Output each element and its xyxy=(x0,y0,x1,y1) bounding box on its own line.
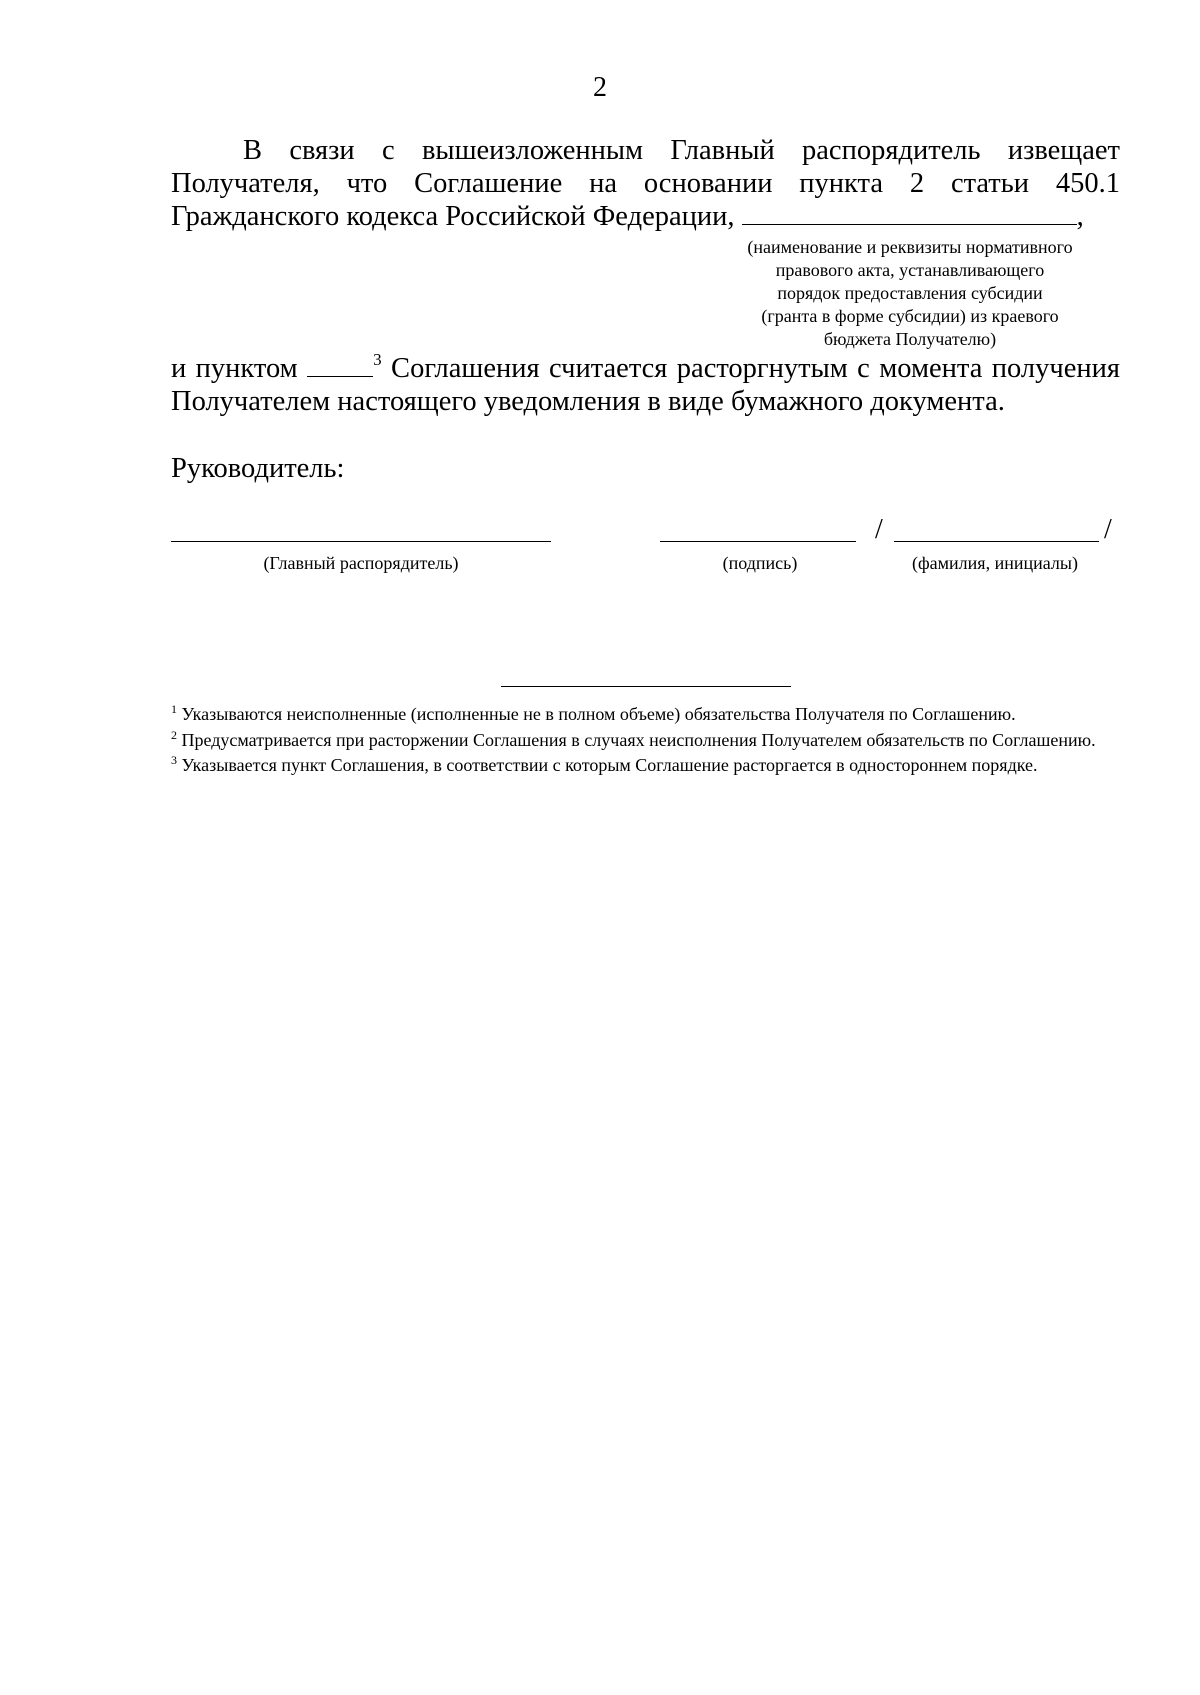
footnote-text: Предусматривается при расторжении Соглашения в случаях неисполнения Получателем обязательств по Соглашению. xyxy=(177,729,1096,750)
paragraph-text: и пунктом xyxy=(171,353,298,384)
paragraph-line xyxy=(171,200,1120,233)
paragraph-line: Получателя, что Соглашение на основании пункта 2 статьи 450.1 xyxy=(171,168,1120,199)
footnote-text: Указываются неисполненные (исполненные не в полном объеме) обязательства Получателя по Соглашению. xyxy=(177,704,1016,724)
trailing-comma: , xyxy=(1076,201,1084,232)
paragraph-line: Получателем настоящего уведомления в виде бумажного документа. xyxy=(171,386,1005,417)
signature-line xyxy=(660,541,856,542)
paragraph-line: В связи с вышеизложенным Главный распорядитель извещает xyxy=(243,135,1120,166)
footnote-text: Указывается пункт Соглашения, в соответствии с которым Соглашение расторгается в одностороннем порядке. xyxy=(177,755,1038,775)
signature-slash: / xyxy=(1104,514,1112,545)
hint-line: бюджета Получателю) xyxy=(823,329,997,349)
footnote xyxy=(171,728,1120,753)
caption-sign: (подпись) xyxy=(722,553,798,573)
signature-slash: / xyxy=(875,514,883,545)
npa-hint xyxy=(690,236,1130,351)
head-label: Руководитель: xyxy=(171,453,345,484)
org-line xyxy=(171,541,551,542)
footnote-number: 1 xyxy=(171,702,177,716)
hint-line: правового акта, устанавливающего xyxy=(775,260,1045,280)
footnote-number: 2 xyxy=(171,727,177,742)
clause-blank-line xyxy=(307,352,373,377)
notice-paragraph xyxy=(171,134,1120,233)
paragraph-line xyxy=(171,352,1120,385)
footnote-ref: 3 xyxy=(373,350,382,369)
footnote xyxy=(171,753,1120,778)
termination-paragraph xyxy=(171,352,1120,418)
caption-name: (фамилия, инициалы) xyxy=(912,553,1078,573)
footnotes xyxy=(171,702,1120,779)
npa-blank-line xyxy=(742,200,1077,225)
footnote xyxy=(171,702,1120,727)
paragraph-line-text: Гражданского кодекса Российской Федерации, xyxy=(171,201,735,232)
paragraph-text: Соглашения считается расторгнутым с момента получения xyxy=(381,353,1120,384)
footnote-number: 3 xyxy=(171,753,177,767)
caption-org: (Главный распорядитель) xyxy=(263,553,459,573)
name-line xyxy=(894,541,1099,542)
hint-line: порядок предоставления субсидии xyxy=(777,283,1043,303)
page-number: 2 xyxy=(593,72,607,103)
hint-line: (наименование и реквизиты нормативного xyxy=(747,237,1073,257)
hint-line: (гранта в форме субсидии) из краевого xyxy=(761,306,1059,326)
footnote-separator xyxy=(501,686,791,687)
